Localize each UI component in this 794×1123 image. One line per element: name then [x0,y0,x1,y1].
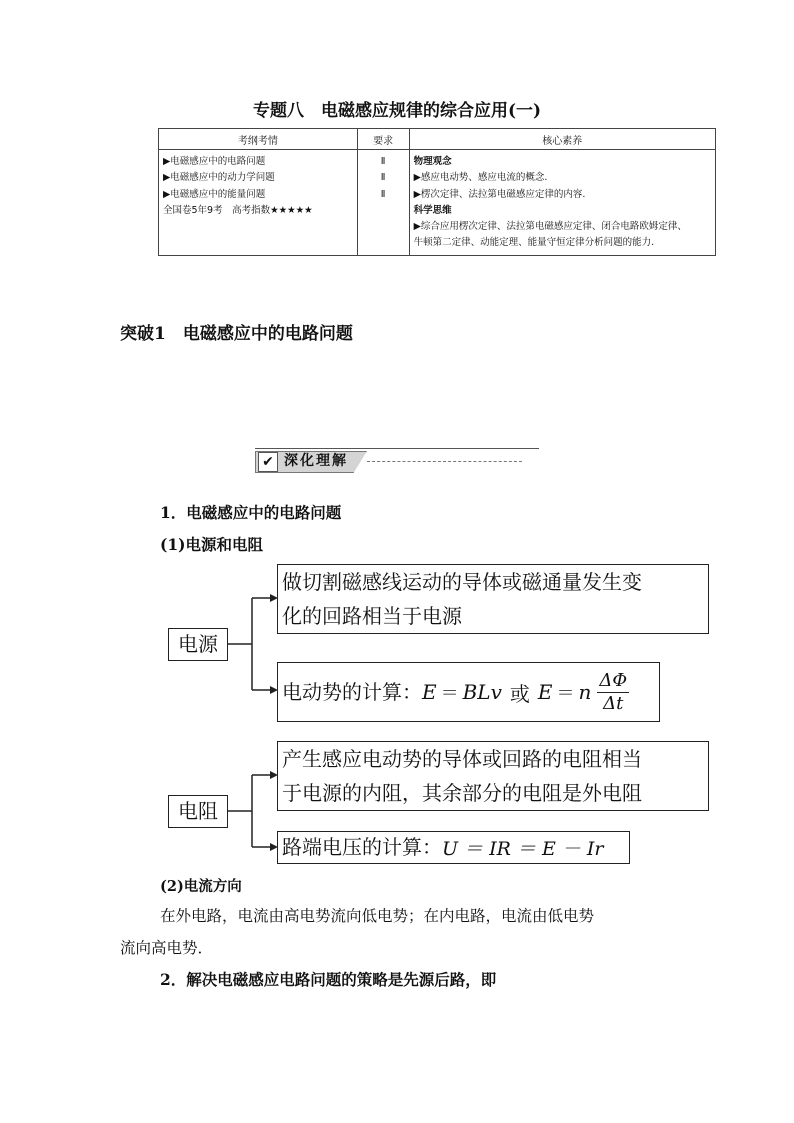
exam-stat: 全国卷5年9考 高考指数★★★★★ [163,204,313,216]
source-description-box [277,564,709,634]
emf-or: 或 [509,681,530,706]
heading-source-resistor: (1)电源和电阻 [160,535,263,554]
emf-blv: BLv [462,680,502,704]
paragraph-line: 在外电路，电流由高电势流向低电势；在内电路，电流由低电势 [160,907,595,925]
emf-fraction-den: Δt [603,692,624,714]
header-exam: 考纲考情 [159,129,358,150]
source-desc-line: 做切割磁感线运动的导体或磁通量发生变 [282,570,642,594]
literacy-heading: 物理观念 [413,156,452,167]
emf-e: E [422,680,437,704]
section-title: 突破1 电磁感应中的电路问题 [120,324,353,344]
heading-circuit-problems: 1．电磁感应中的电路问题 [160,503,342,522]
emf-formula-box [277,662,660,722]
emf-n: n [578,680,592,704]
source-node: 电源 [168,628,228,661]
banner-label: 深化理解 [284,453,348,469]
resistor-desc-line: 产生感应电动势的导体或回路的电阻相当 [282,747,642,771]
resistor-description-box [277,741,709,811]
checkmark-icon: ✔ [258,452,278,472]
voltage-prefix: 路端电压的计算： [282,835,442,859]
requirement-level: Ⅱ [380,188,386,200]
exam-item: ▶电磁感应中的动力学问题 [163,172,275,184]
literacy-item: ▶感应电动势、感应电流的概念. [413,172,548,184]
paragraph-line: 流向高电势． [120,939,214,957]
page-title: 专题八 电磁感应规律的综合应用(一) [252,101,542,121]
voltage-formula: U ＝ IR ＝ E － Ir [442,838,604,860]
emf-e2: E [537,680,553,704]
source-desc-line: 化的回路相当于电源 [282,604,462,628]
header-literacy: 核心素养 [409,129,715,150]
resistor-node: 电阻 [168,795,228,828]
resistor-desc-line: 于电源的内阻，其余部分的电阻是外电阻 [282,781,642,805]
emf-fraction [597,670,629,715]
heading-strategy: 2．解决电磁感应电路问题的策略是先源后路，即 [160,970,497,989]
voltage-formula-box [277,831,630,864]
heading-current-direction: (2)电流方向 [160,878,242,895]
literacy-item: ▶综合应用楞次定律、法拉第电磁感应定律、闭合电路欧姆定律、 [413,221,687,233]
literacy-item: 牛顿第二定律、动能定理、能量守恒定律分析问题的能力. [413,237,655,249]
header-requirement: 要求 [357,129,409,150]
requirement-level: Ⅱ [380,172,386,184]
exam-item: ▶电磁感应中的电路问题 [163,156,266,167]
emf-eq2: ＝ [556,683,575,704]
literacy-heading: 科学思维 [413,204,452,216]
emf-eq: ＝ [440,683,459,704]
exam-item: ▶电磁感应中的能量问题 [163,188,266,200]
literacy-item: ▶楞次定律、法拉第电磁感应定律的内容. [413,188,586,200]
emf-fraction-num: ΔΦ [599,669,628,691]
emf-prefix: 电动势的计算： [282,680,422,704]
requirement-level: Ⅱ [380,156,386,167]
